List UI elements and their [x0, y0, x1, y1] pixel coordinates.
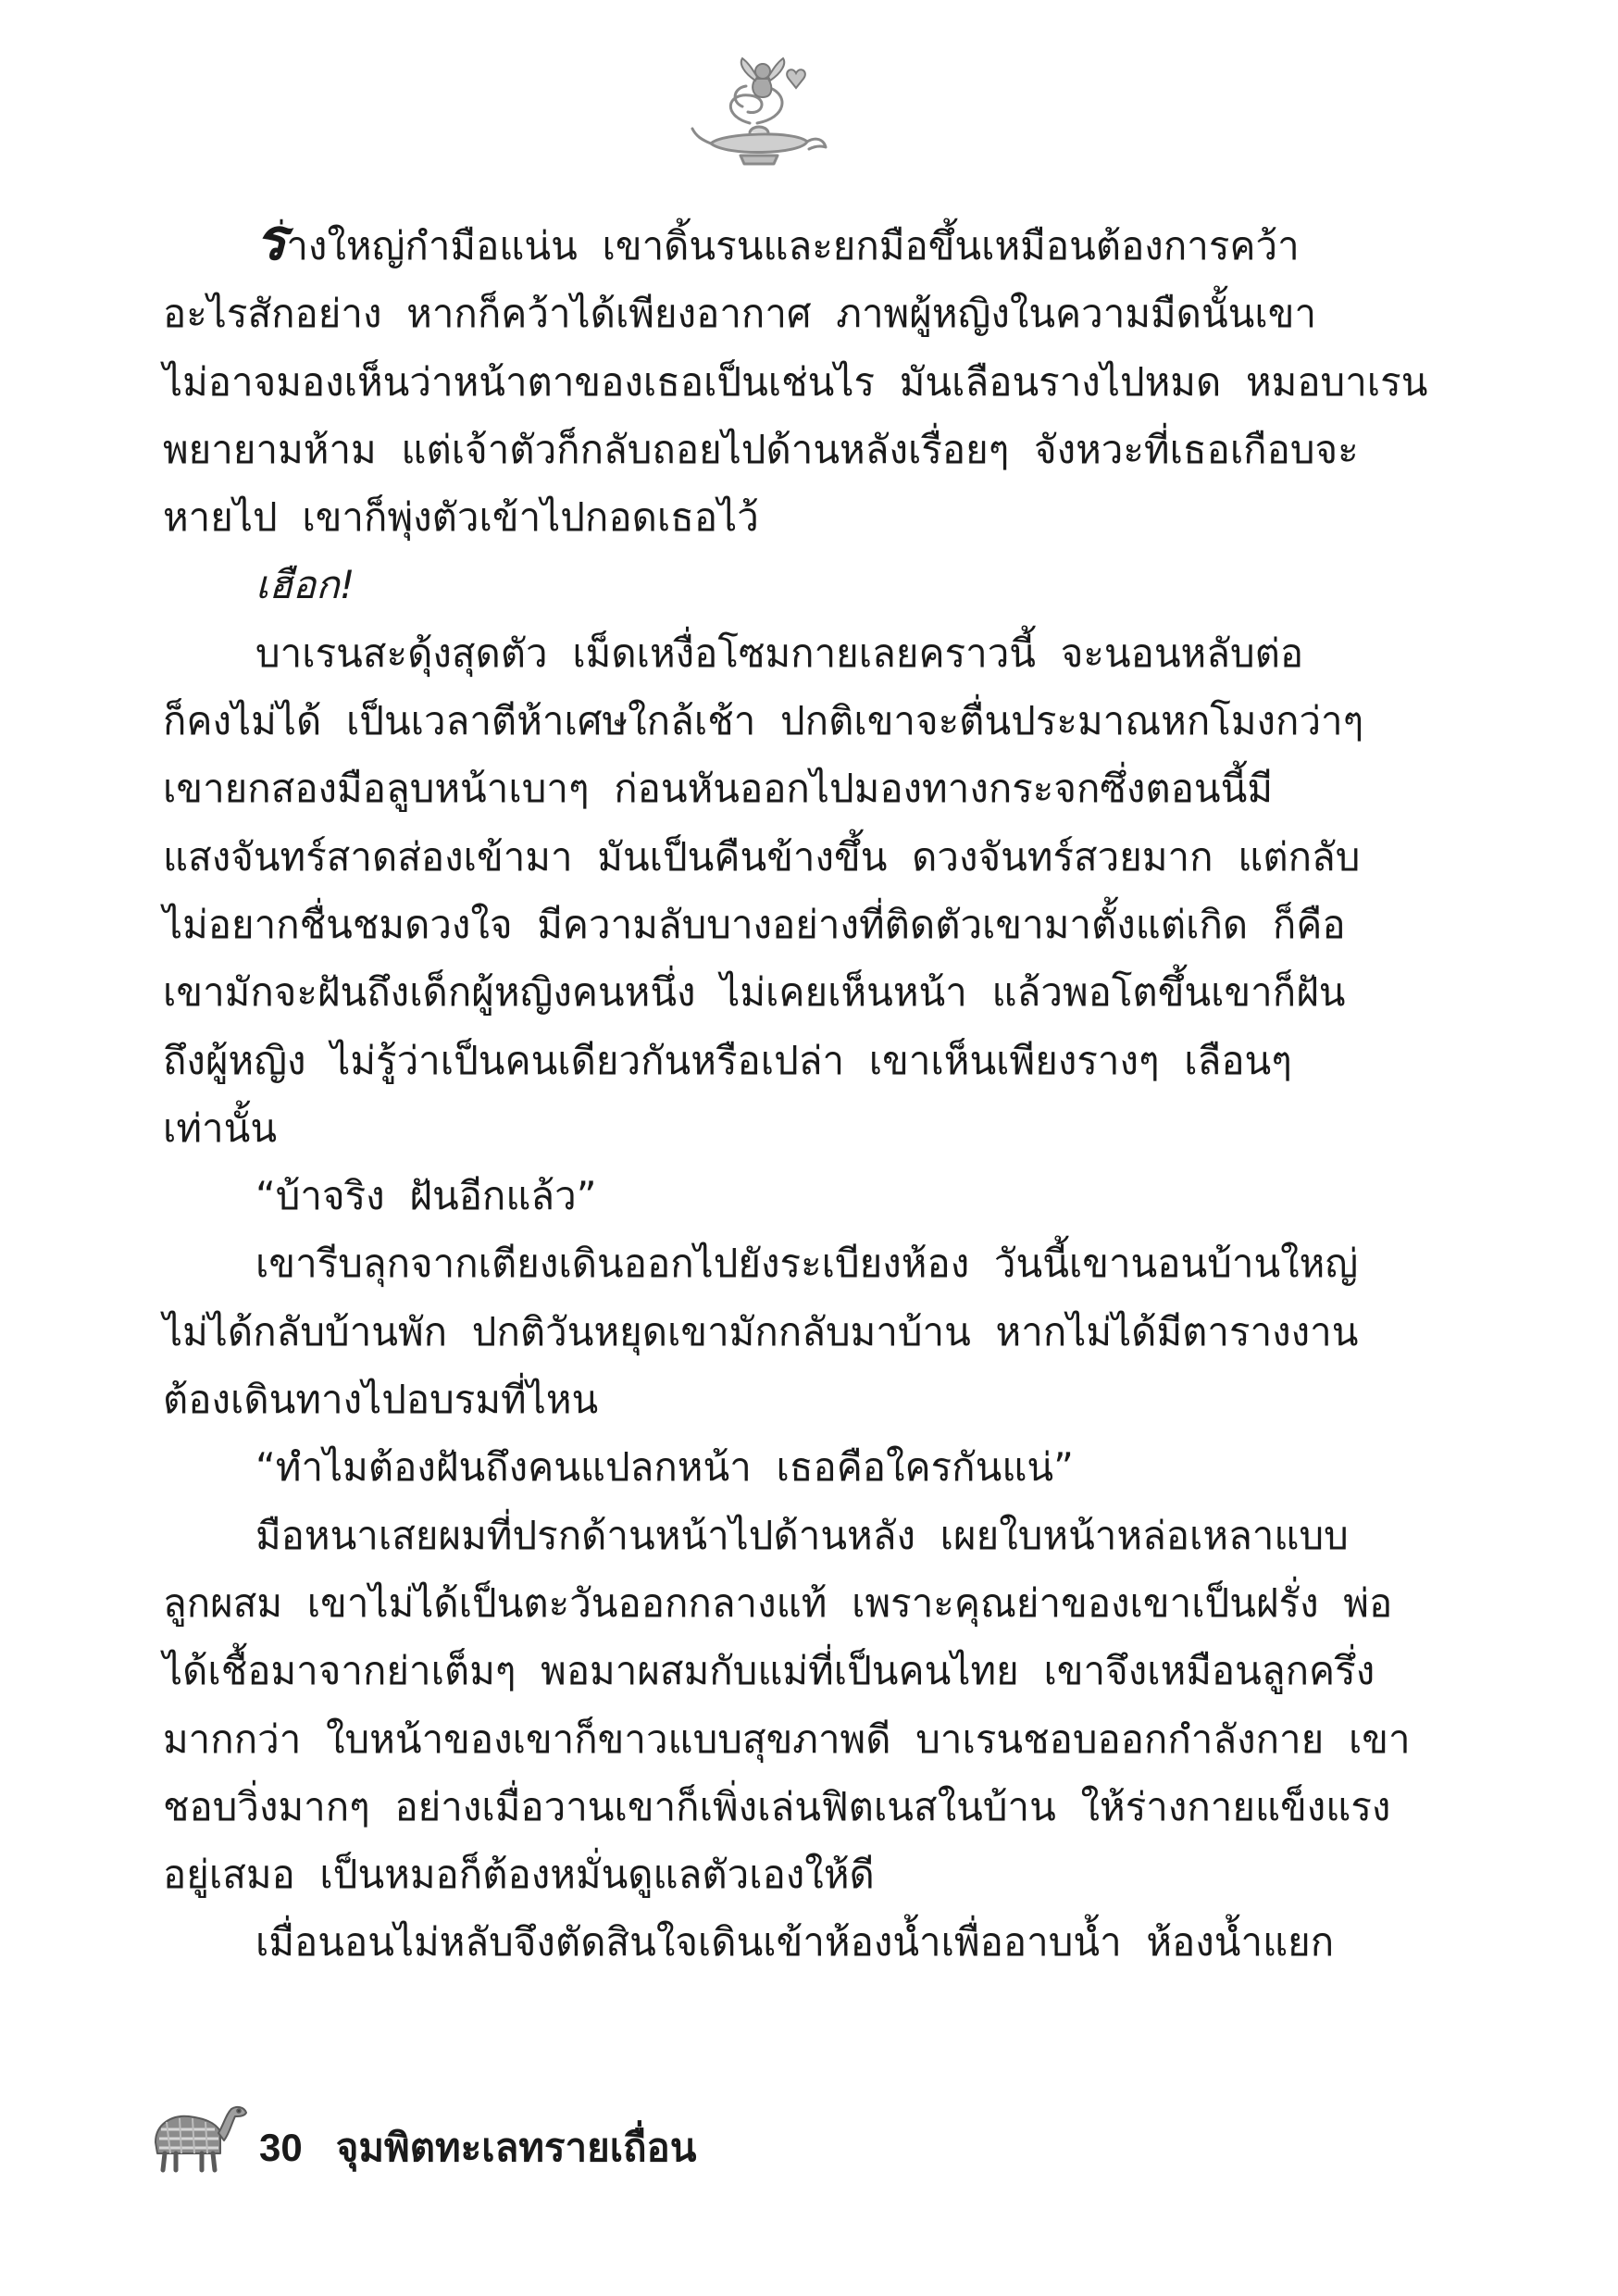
paragraph-line: พยายามห้าม แต่เจ้าตัวก็กลับถอยไปด้านหลังเรื่อยๆ จังหวะที่เธอเกือบจะ [163, 426, 1359, 472]
paragraph-line: บาเรนสะดุ้งสุดตัว เม็ดเหงื่อโซมกายเลยคราวนี้ จะนอนหลับต่อ [255, 630, 1304, 676]
paragraph-line: ได้เชื้อมาจากย่าเต็มๆ พอมาผสมกับแม่ที่เป็นคนไทย เขาจึงเหมือนลูกครึ่ง [163, 1648, 1375, 1694]
paragraph-line: เขารีบลุกจากเตียงเดินออกไปยังระเบียงห้อง วันนี้เขานอนบ้านใหญ่ [255, 1241, 1359, 1287]
paragraph-line: ไม่ได้กลับบ้านพัก ปกติวันหยุดเขามักกลับมาบ้าน หากไม่ได้มีตารางงาน [163, 1308, 1359, 1354]
paragraph-line: เขายกสองมือลูบหน้าเบาๆ ก่อนหันออกไปมองทางกระจกซึ่งตอนนี้มี [163, 766, 1274, 812]
paragraph-line: ชอบวิ่งมากๆ อย่างเมื่อวานเขาก็เพิ่งเล่นฟิตเนสในบ้าน ให้ร่างกายแข็งแรง [163, 1783, 1391, 1829]
page-number: 30 [259, 2126, 303, 2169]
book-title: จุมพิตทะเลทรายเถื่อน [335, 2125, 697, 2170]
paragraph-line: เท่านั้น [163, 1104, 278, 1151]
paragraph-line: มากกว่า ใบหน้าของเขาก็ขาวแบบสุขภาพดี บาเรนชอบออกกำลังกาย เขา [163, 1716, 1411, 1762]
paragraph-line: ต้องเดินทางไปอบรมที่ไหน [163, 1377, 599, 1423]
paragraph-line: มือหนาเสยผมที่ปรกด้านหน้าไปด้านหลัง เผยใบหน้าหล่อเหลาแบบ [255, 1512, 1349, 1558]
genie-lamp-with-cupid-icon [685, 51, 833, 171]
paragraph-line: ไม่อาจมองเห็นว่าหน้าตาของเธอเป็นเช่นไร มันเลือนรางไปหมด หมอบาเรน [163, 358, 1428, 405]
paragraph-line: เขามักจะฝันถึงเด็กผู้หญิงคนหนึ่ง ไม่เคยเห็นหน้า แล้วพอโตขึ้นเขาก็ฝัน [163, 969, 1346, 1016]
paragraph-line: ไม่อยากชื่นชมดวงใจ มีความลับบางอย่างที่ติดตัวเขามาตั้งแต่เกิด ก็คือ [163, 901, 1346, 947]
paragraph-line: หายไป เขาก็พุ่งตัวเข้าไปกอดเธอไว้ [163, 494, 759, 541]
paragraph-line: อยู่เสมอ เป็นหมอก็ต้องหมั่นดูแลตัวเองให้ดี [163, 1852, 875, 1898]
page-footer [148, 2100, 696, 2174]
paragraph-line: ลูกผสม เขาไม่ได้เป็นตะวันออกกลางแท้ เพราะคุณย่าของเขาเป็นฝรั่ง พ่อ [163, 1579, 1393, 1626]
paragraph-line: เฮือก! [255, 562, 355, 608]
paragraph-line: ก็คงไม่ได้ เป็นเวลาตีห้าเศษใกล้เช้า ปกติเขาจะตื่นประมาณหกโมงกว่าๆ [163, 698, 1364, 744]
camel-icon [148, 2100, 252, 2174]
paragraph-line: แสงจันทร์สาดส่องเข้ามา มันเป็นคืนข้างขึ้น ดวงจันทร์สวยมาก แต่กลับ [163, 833, 1361, 880]
paragraph-line: “บ้าจริง ฝันอีกแล้ว” [255, 1173, 597, 1219]
paragraph-line: อะไรสักอย่าง หากก็คว้าได้เพียงอากาศ ภาพผู้หญิงในความมืดนั้นเขา [163, 291, 1317, 337]
drop-cap: ร [255, 206, 287, 273]
body-text [163, 206, 1428, 1977]
paragraph-line: ร่างใหญ่กำมือแน่น เขาดิ้นรนและยกมือขึ้นเหมือนต้องการคว้า [255, 206, 1300, 273]
paragraph-line: “ทำไมต้องฝันถึงคนแปลกหน้า เธอคือใครกันแน่” [255, 1444, 1074, 1491]
paragraph-line: เมื่อนอนไม่หลับจึงตัดสินใจเดินเข้าห้องน้ำเพื่ออาบน้ำ ห้องน้ำแยก [255, 1919, 1335, 1965]
paragraph-line: ถึงผู้หญิง ไม่รู้ว่าเป็นคนเดียวกันหรือเปล่า เขาเห็นเพียงรางๆ เลือนๆ [163, 1037, 1292, 1083]
